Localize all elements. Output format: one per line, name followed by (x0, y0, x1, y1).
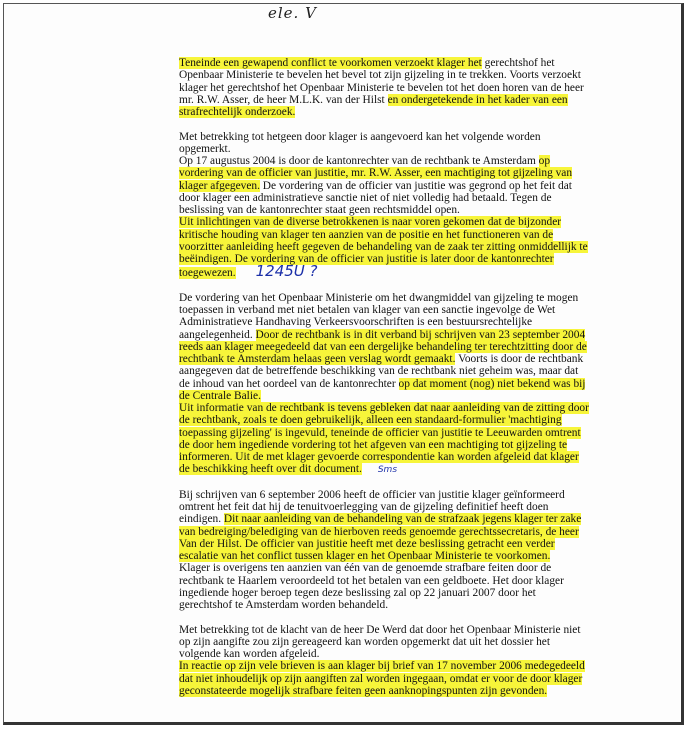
paragraph-3 (179, 155, 591, 216)
highlighted-text: en ondergetekende in het kader van een strafrechtelijk onderzoek. (179, 93, 568, 118)
paragraph-7 (179, 489, 591, 563)
body-text: Klager is overigens ten aanzien van één van de genoemde strafbare feiten door de rechtbank te Haarlem veroordeeld tot het betalen van een geldboete. Het door klager ingediende hoger beroep tegen deze beslissing zal op 22 januari 2007 door het gerechtshof te Amsterdam worden behandeld. (179, 562, 564, 611)
paragraph-6 (179, 402, 591, 477)
highlighted-text: Teneinde een gewapend conflict te voorkomen verzoekt klager het (179, 57, 482, 69)
highlighted-text: Uit informatie van de rechtbank is tevens gebleken dat naar aanleiding van de zitting door de rechtbank, zoals te doen gebruikelijk, alleen een standaard-formulier 'machtiging toepassing gijzeling' is ingevuld, teneinde de officier van justitie te Leeuwarden omtrent de door hem ingediende vordering tot het afgeven van een machtiging tot gijzeling te informeren. Uit de met klager gevoerde correspondentie kan worden afgeleid dat klager de beschikking heeft over dit document. (179, 402, 589, 476)
paragraph-4 (179, 216, 591, 279)
handwritten-annotation: Sms (377, 465, 398, 476)
body-text: Op 17 augustus 2004 is door de kantonrechter van de rechtbank te Amsterdam (179, 155, 539, 167)
body-text: gerechtshof het Openbaar Ministerie te bevelen het bevel tot zijn gijzeling in te trekken. Voorts verzoekt klager het gerechtshof het Openbaar Ministerie te bevelen tot het doen horen van de heer mr. R.W. Asser, de heer M.L.K. van der Hilst (179, 57, 584, 106)
body-text: Met betrekking tot de klacht van de heer De Werd dat door het Openbaar Ministerie niet op zijn aangifte zou zijn gereageerd kan worden opgemerkt dat uit het dossier het volgende kan worden afgeleid. (179, 623, 581, 660)
handwritten-annotation: 1245U ? (255, 262, 318, 281)
body-text: De vordering van de officier van justitie was gegrond op het feit dat door klager een administratieve sanctie niet of niet volledig had betaald. Tegen de beslissing van de kantonrechter staat geen rechtsmiddel open. (179, 179, 572, 216)
highlighted-text: Door de rechtbank is in dit verband bij schrijven van 23 september 2004 reeds aan klager meegedeeld dat van een dergelijke behandeling ter terechtzitting door de rechtbank te Amsterdam helaas geen verslag wordt gemaakt. (179, 328, 587, 365)
body-text: Met betrekking tot hetgeen door klager is aangevoerd kan het volgende worden opgemerkt. (179, 130, 541, 155)
body-text: De vordering van het Openbaar Ministerie om het dwangmiddel van gijzeling te mogen toepassen in verband met niet betalen van klager van een sanctie ingevolge de Wet Administratieve Handhaving Verkeersvoorschriften is een bestuursrechtelijke aangelegenheid. (179, 291, 579, 341)
highlighted-text: Uit inlichtingen van de diverse betrokkenen is naar voren gekomen dat de bijzonder kritische houding van klager ten aanzien van de positie en het functioneren van de voorzitter aanleiding heeft gegeven de behandeling van de zaak ter zitting onmiddellijk te beëindigen. De vordering van de officier van justitie is later door de kantonrechter toegewezen. (179, 216, 588, 280)
handwritten-page-mark: ele. V (268, 4, 317, 22)
paragraph-8 (179, 562, 591, 611)
body-text: Voorts is door de rechtbank aangegeven dat de betreffende beschikking van de rechtbank niet geheim was, maar dat de inhoud van het oordeel van de kantonrechter (179, 353, 584, 390)
highlighted-text: Dit naar aanleiding van de behandeling van de strafzaak jegens klager ter zake van bedreiging/belediging van de hierboven reeds genoemde gerechtssecretaris, de heer Van der Hilst. De officier van justitie heeft met deze beslissing getracht een verder escalatie van het conflict tussen klager en het Openbaar Ministerie te voorkomen. (179, 513, 582, 562)
body-text: Bij schrijven van 6 september 2006 heeft de officier van justitie klager geïnformeerd omtrent het feit dat hij de tenuitvoerlegging van de gijzeling definitief heeft doen eindigen. (179, 488, 565, 526)
document-body (179, 57, 591, 709)
highlighted-text: In reactie op zijn vele brieven is aan klager bij brief van 17 november 2006 medegedeeld dat niet inhoudelijk op zijn aangiften zal worden ingegaan, omdat er voor de door klager geconstateerde mogelijk strafbare feiten geen aanknopingspunten zijn gevonden. (179, 660, 585, 697)
paragraph-1 (179, 57, 591, 118)
paragraph-9 (179, 624, 591, 661)
paragraph-5 (179, 292, 591, 402)
paragraph-2 (179, 131, 591, 156)
highlighted-text: op dat moment (nog) niet bekend was bij de Centrale Balie. (179, 377, 586, 402)
paragraph-10 (179, 660, 591, 697)
highlighted-text: op vordering van de officier van justitie, mr. R.W. Asser, een machtiging tot gijzeling van klager afgegeven. (179, 155, 573, 192)
